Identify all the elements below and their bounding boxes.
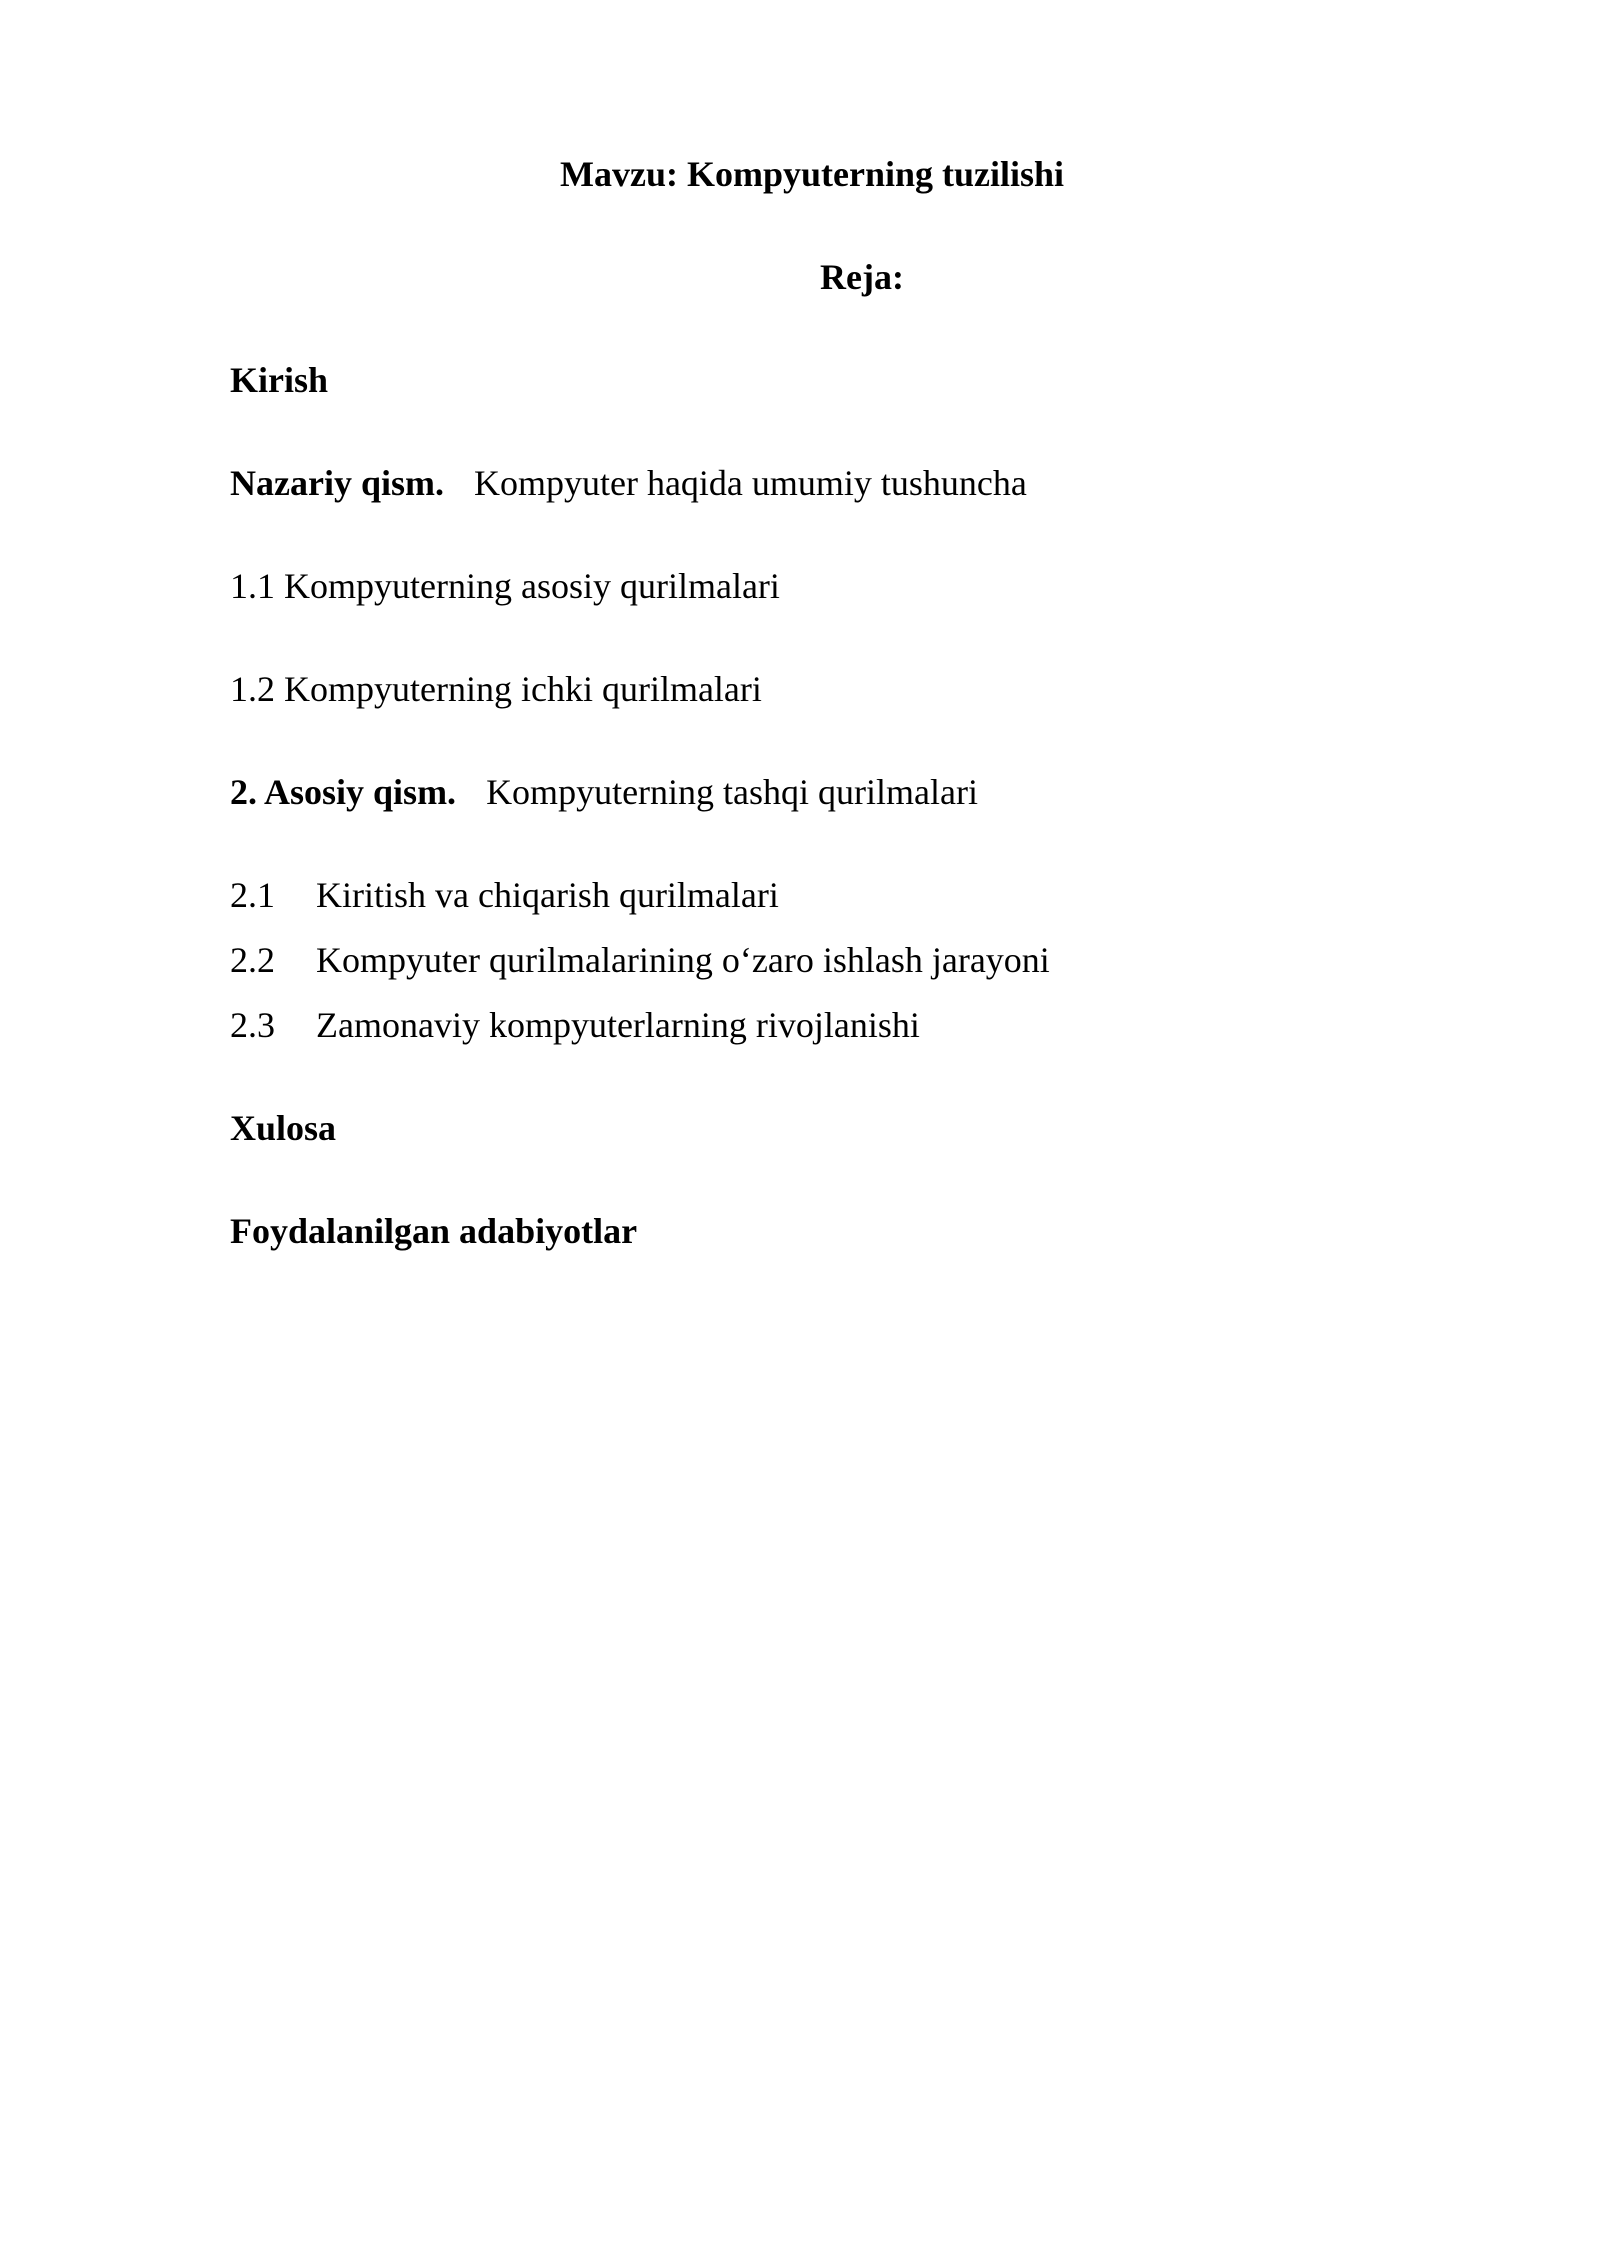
theory-section-line bbox=[230, 461, 1027, 505]
plan-item-number: 2.1 bbox=[230, 875, 275, 915]
plan-item-number: 2.2 bbox=[230, 940, 275, 980]
plan-item-1-2: 1.2 Kompyuterning ichki qurilmalari bbox=[230, 669, 762, 709]
main-label: 2. Asosiy qism. bbox=[230, 772, 457, 812]
plan-item-2-2 bbox=[230, 938, 1050, 982]
plan-item-number: 2.3 bbox=[230, 1005, 275, 1045]
conclusion-heading: Xulosa bbox=[230, 1108, 337, 1148]
theory-label: Nazariy qism. bbox=[230, 463, 444, 503]
plan-item-text: Kompyuter qurilmalarining o‘zaro ishlash jarayoni bbox=[316, 940, 1050, 980]
references-heading: Foydalanilgan adabiyotlar bbox=[230, 1211, 638, 1251]
main-text: Kompyuterning tashqi qurilmalari bbox=[486, 772, 978, 812]
plan-heading: Reja: bbox=[820, 257, 904, 297]
plan-item-1-1: 1.1 Kompyuterning asosiy qurilmalari bbox=[230, 566, 780, 606]
plan-item-text: Zamonaviy kompyuterlarning rivojlanishi bbox=[316, 1005, 920, 1045]
document-title: Mavzu: Kompyuterning tuzilishi bbox=[560, 154, 1065, 194]
main-section-line bbox=[230, 770, 978, 814]
plan-item-2-3 bbox=[230, 1003, 920, 1047]
intro-heading: Kirish bbox=[230, 360, 329, 400]
plan-item-2-1 bbox=[230, 873, 779, 917]
theory-text: Kompyuter haqida umumiy tushuncha bbox=[473, 463, 1027, 503]
plan-item-text: Kiritish va chiqarish qurilmalari bbox=[316, 875, 779, 915]
